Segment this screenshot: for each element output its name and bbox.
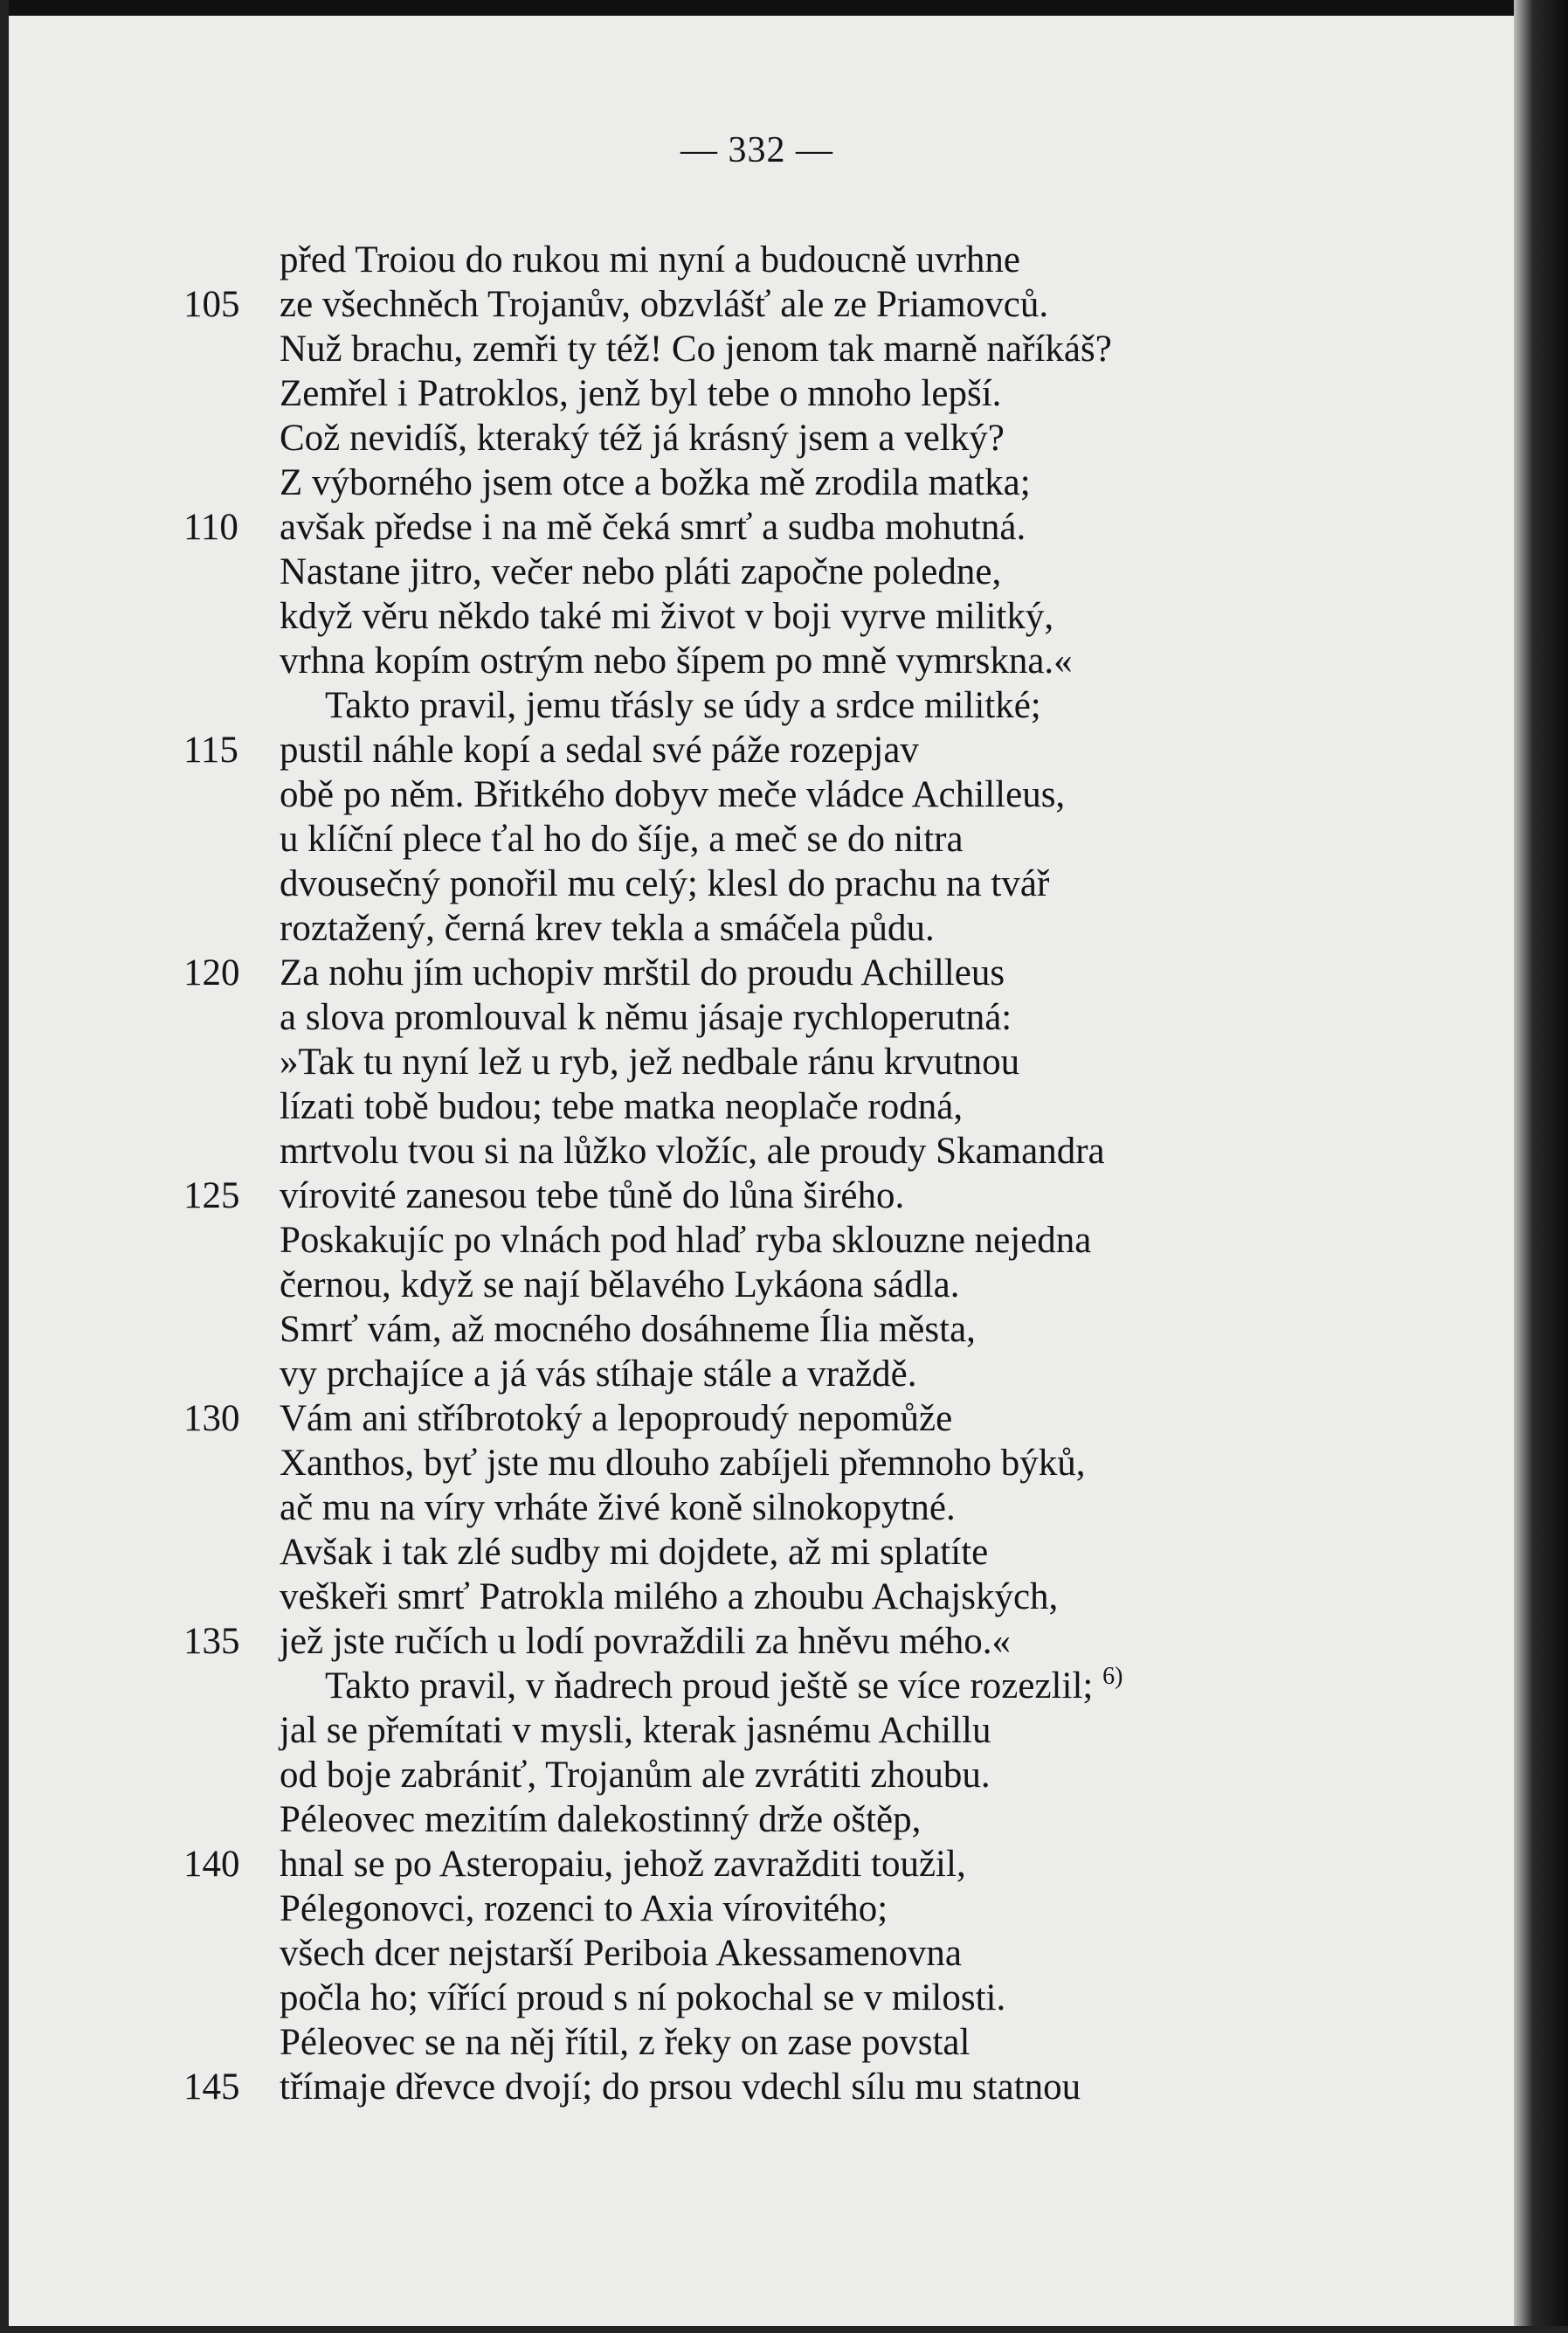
verse-text-content: Takto pravil, jemu třásly se údy a srdce militké; <box>325 685 1041 726</box>
verse-text <box>280 238 1020 282</box>
verse-text-content: Což nevidíš, kteraký též já krásný jsem a velký? <box>280 418 1005 459</box>
verse-text-content: pustil náhle kopí a sedal své páže rozepjav <box>280 730 919 771</box>
verse-text-content: ze všechněch Trojanův, obzvlášť ale ze Priamovců. <box>280 284 1049 325</box>
verse-text-content: Za nohu jím uchopiv mrštil do proudu Achilleus <box>280 952 1005 993</box>
verse-text-content: před Troiou do rukou mi nyní a budoucně uvrhne <box>280 239 1020 280</box>
verse-text <box>280 906 935 951</box>
verse-line <box>0 371 1514 416</box>
verse-text <box>280 1575 1058 1619</box>
verse-text-content: u klíční plece ťal ho do šíje, a meč se do nitra <box>280 819 964 860</box>
verse-text <box>280 639 1073 683</box>
verse-line <box>0 238 1514 282</box>
verse-text <box>280 1886 888 1931</box>
line-number: 145 <box>183 2066 240 2108</box>
verse-line <box>0 1753 1514 1797</box>
verse-text <box>280 1708 991 1753</box>
verse-line <box>0 1797 1514 1842</box>
verse-text-content: když věru někdo také mi život v boji vyrve militký, <box>280 596 1054 637</box>
verse-text-content: lízati tobě budou; tebe matka neoplače rodná, <box>280 1086 964 1127</box>
verse-line <box>0 1664 1514 1708</box>
verse-line <box>0 1886 1514 1931</box>
verse-text <box>280 2065 1081 2109</box>
verse-text <box>280 505 1026 550</box>
verse-line <box>0 1842 1514 1886</box>
verse-text-content: hnal se po Asteropaiu, jehož zavražditi toužil, <box>280 1844 966 1885</box>
verse-text-content: Poskakujíc po vlnách pod hlaď ryba sklouzne nejedna <box>280 1220 1092 1261</box>
verse-text-content: Zemřel i Patroklos, jenž byl tebe o mnoho lepší. <box>280 373 1002 414</box>
verse-text-content: vy prchajíce a já vás stíhaje stále a vraždě. <box>280 1353 917 1395</box>
verse-line <box>0 683 1514 728</box>
verse-text <box>280 772 1065 817</box>
verse-line <box>0 728 1514 772</box>
verse-text <box>280 1530 988 1575</box>
line-number: 125 <box>183 1175 240 1216</box>
verse-line <box>0 1084 1514 1129</box>
verse-text-content: Smrť vám, až mocného dosáhneme Ília města, <box>280 1309 976 1350</box>
verse-text <box>325 1664 1122 1713</box>
line-number: 135 <box>183 1621 240 1662</box>
verse-line <box>0 327 1514 371</box>
verse-text-content: vrhna kopím ostrým nebo šípem po mně vymrskna.« <box>280 640 1073 682</box>
verse-text <box>280 1352 916 1396</box>
line-number: 105 <box>183 284 240 325</box>
verse-text-content: roztažený, černá krev tekla a smáčela půdu. <box>280 908 935 949</box>
scan-border-top <box>0 0 1568 16</box>
verse-line <box>0 416 1514 460</box>
verse-text <box>280 995 1012 1040</box>
verse-line <box>0 1129 1514 1173</box>
verse-line <box>0 1575 1514 1619</box>
verse-text <box>280 1976 1005 2020</box>
verse-text <box>280 2020 970 2065</box>
verse-text-content: obě po něm. Břitkého dobyv meče vládce Achilleus, <box>280 774 1066 815</box>
verse-line <box>0 639 1514 683</box>
line-number: 130 <box>183 1398 240 1439</box>
verse-text-content: třímaje dřevce dvojí; do prsou vdechl sílu mu statnou <box>280 2066 1081 2108</box>
verse-line <box>0 282 1514 327</box>
verse-text <box>280 1441 1085 1485</box>
verse-text-content: mrtvolu tvou si na lůžko vložíc, ale proudy Skamandra <box>280 1131 1105 1172</box>
verse-line <box>0 1352 1514 1396</box>
verse-text <box>280 1396 952 1441</box>
verse-text-content: Avšak i tak zlé sudby mi dojdete, až mi splatíte <box>280 1532 989 1573</box>
verse-text-content: všech dcer nejstarší Periboia Akessamenovna <box>280 1933 962 1974</box>
verse-text <box>280 817 964 862</box>
verse-line <box>0 1530 1514 1575</box>
verse-line <box>0 1307 1514 1352</box>
verse-line <box>0 862 1514 906</box>
verse-line <box>0 817 1514 862</box>
verse-text-content: Z výborného jsem otce a božka mě zrodila matka; <box>280 462 1031 503</box>
verse-text-content: dvousečný ponořil mu celý; klesl do prachu na tvář <box>280 863 1050 904</box>
verse-line <box>0 995 1514 1040</box>
verse-text <box>280 1263 960 1307</box>
verse-line <box>0 460 1514 505</box>
verse-text <box>280 416 1005 460</box>
line-number: 140 <box>183 1844 240 1885</box>
verse-text <box>280 1753 991 1797</box>
verse-text-content: Pélegonovci, rozenci to Axia vírovitého; <box>280 1888 888 1929</box>
scan-border-bottom <box>0 2326 1568 2333</box>
verse-text <box>280 1040 1019 1084</box>
verse-text <box>280 371 1001 416</box>
verse-line <box>0 594 1514 639</box>
verse-text <box>280 1307 976 1352</box>
verse-text-content: »Tak tu nyní lež u ryb, jež nedbale ránu krvutnou <box>280 1042 1020 1083</box>
verse-text-content: Nastane jitro, večer nebo pláti započne poledne, <box>280 551 1002 592</box>
verse-text <box>280 282 1048 327</box>
verse-line <box>0 906 1514 951</box>
line-number: 110 <box>183 507 238 548</box>
verse-text-content: jež jste ručích u lodí povraždili za hněvu mého.« <box>280 1621 1012 1662</box>
verse-line <box>0 1040 1514 1084</box>
verse-line <box>0 772 1514 817</box>
verse-line <box>0 1218 1514 1263</box>
verse-line <box>0 550 1514 594</box>
verse-text <box>280 862 1049 906</box>
verse-text-content: Takto pravil, v ňadrech proud ještě se více rozezlil; <box>325 1665 1094 1706</box>
verse-line <box>0 505 1514 550</box>
verse-text <box>280 1842 966 1886</box>
verse-text-content: Péleovec se na něj řítil, z řeky on zase povstal <box>280 2022 971 2063</box>
verse-text <box>280 1485 956 1530</box>
verse-line <box>0 951 1514 995</box>
verse-line <box>0 1263 1514 1307</box>
verse-line <box>0 1976 1514 2020</box>
verse-line <box>0 2020 1514 2065</box>
verse-text <box>280 1173 904 1218</box>
verse-text <box>280 1619 1011 1664</box>
footnote-marker: 6) <box>1102 1663 1123 1690</box>
verse-text-content: Nuž brachu, zemři ty též! Co jenom tak marně naříkáš? <box>280 329 1112 370</box>
verse-text-content: avšak předse i na mě čeká smrť a sudba mohutná. <box>280 507 1026 548</box>
verse-line <box>0 1619 1514 1664</box>
verse-text <box>280 1129 1105 1173</box>
verse-line <box>0 1441 1514 1485</box>
verse-line <box>0 1396 1514 1441</box>
scan-border-right <box>1514 0 1568 2333</box>
verse-text <box>280 594 1053 639</box>
verse-text <box>280 1084 963 1129</box>
verse-text <box>280 1218 1091 1263</box>
verse-text-content: Xanthos, byť jste mu dlouho zabíjeli přemnoho býků, <box>280 1443 1086 1484</box>
verse-line <box>0 1931 1514 1976</box>
verse-text-content: jal se přemítati v mysli, kterak jasnému Achillu <box>280 1710 991 1751</box>
line-number: 115 <box>183 730 238 771</box>
verse-line <box>0 1485 1514 1530</box>
verse-line <box>0 1708 1514 1753</box>
verse-text-content: počla ho; vířící proud s ní pokochal se v milosti. <box>280 1977 1006 2018</box>
verse-text-content: vírovité zanesou tebe tůně do lůna širého. <box>280 1175 905 1216</box>
page-number-header: — 332 — <box>680 130 833 170</box>
verse-text <box>280 1931 962 1976</box>
verse-text-content: ač mu na víry vrháte živé koně silnokopytné. <box>280 1487 956 1528</box>
verse-text <box>280 728 919 772</box>
verse-text <box>280 460 1031 505</box>
verse-line <box>0 2065 1514 2109</box>
verse-text <box>280 327 1112 371</box>
line-number: 120 <box>183 952 240 993</box>
verse-text <box>280 951 1005 995</box>
verse-line <box>0 1173 1514 1218</box>
verse-text-content: veškeři smrť Patrokla milého a zhoubu Achajských, <box>280 1576 1059 1617</box>
verse-text-content: Péleovec mezitím dalekostinný drže oštěp, <box>280 1799 922 1840</box>
verse-text <box>280 1797 921 1842</box>
verse-text-content: černou, když se nají bělavého Lykáona sádla. <box>280 1264 960 1305</box>
verse-text-content: a slova promlouval k němu jásaje rychloperutná: <box>280 997 1012 1038</box>
verse-text <box>325 683 1041 728</box>
verse-text-content: Vám ani stříbrotoký a lepoproudý nepomůže <box>280 1398 953 1439</box>
verse-text-content: od boje zabrániť, Trojanům ale zvrátiti zhoubu. <box>280 1755 991 1796</box>
verse-text <box>280 550 1001 594</box>
